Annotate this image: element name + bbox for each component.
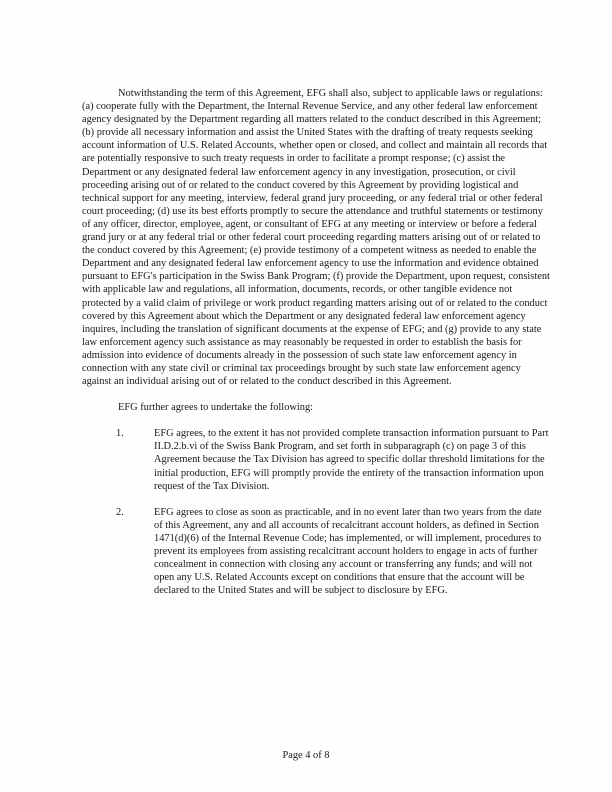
cooperation-paragraph: Notwithstanding the term of this Agreement, EFG shall also, subject to applicable laws or regulations: (a) cooperate fully with the Department, the Internal Revenue Service, and any other federal law enforcement agency designated by the Department regarding all matters related to the conduct described in this Agreement; (b) provide all necessary information and assist the United States with the drafting of treaty requests seeking account information of U.S. Related Accounts, whether open or closed, and collect and maintain all records that are potentially responsive to such treaty requests in order to facilitate a prompt response; (c) assist the Department or any designated federal law enforcement agency in any investigation, prosecution, or civil proceeding arising out of or related to the conduct covered by this Agreement by providing logistical and technical support for any meeting, interview, federal grand jury proceeding, or any federal trial or other federal court proceeding; (d) use its best efforts promptly to secure the attendance and truthful statements or testimony of any officer, director, employee, agent, or consultant of EFG at any meeting or interview or before a federal grand jury or at any federal trial or other federal court proceeding regarding matters arising out of or related to the conduct covered by this Agreement; (e) provide testimony of a competent witness as needed to enable the Department and any designated federal law enforcement agency to use the information and evidence obtained pursuant to EFG's participation in the Swiss Bank Program; (f) provide the Department, upon request, consistent with applicable law and regulations, all information, documents, records, or other tangible evidence not protected by a valid claim of privilege or work product regarding matters arising out of or related to the conduct covered by this Agreement about which the Department or any designated federal law enforcement agency inquires, including the translation of significant documents at the expense of EFG; and (g) provide to any state law enforcement agency such assistance as may reasonably be requested in order to establish the basis for admission into evidence of documents already in the possession of such state law enforcement agency in connection with any state civil or criminal tax proceedings brought by such state law enforcement agency against an individual arising out of or related to the conduct described in this Agreement. [82,88,550,388]
list-item-text: EFG agrees, to the extent it has not provided complete transaction information pursuant to Part II.D.2.b.vi of the Swiss Bank Program, and set forth in subparagraph (c) on page 3 of this Agreement because the Tax Division has agreed to specific dollar threshold limitations for the initial production, EFG will promptly provide the entirety of the transaction information upon request of the Tax Division. [154,428,549,492]
list-item-number: 1. [116,428,124,440]
list-item [82,427,552,492]
list-item-text: EFG agrees to close as soon as practicable, and in no event later than two years from the date of this Agreement, any and all accounts of recalcitrant account holders, as defined in Section 1471(d)(6) of the Internal Revenue Code; has implemented, or will implement, procedures to prevent its employees from assisting recalcitrant account holders to engage in acts of further concealment in connection with closing any account or transferring any funds; and will not open any U.S. Related Accounts except on conditions that ensure that the account will be declared to the United States and will be subject to disclosure by EFG. [154,506,542,597]
page-body [82,87,552,597]
list-item [82,506,552,598]
page-number-footer: Page 4 of 8 [282,750,330,761]
list-item-number: 2. [116,506,124,518]
undertakings-intro: EFG further agrees to undertake the following: [118,402,314,414]
